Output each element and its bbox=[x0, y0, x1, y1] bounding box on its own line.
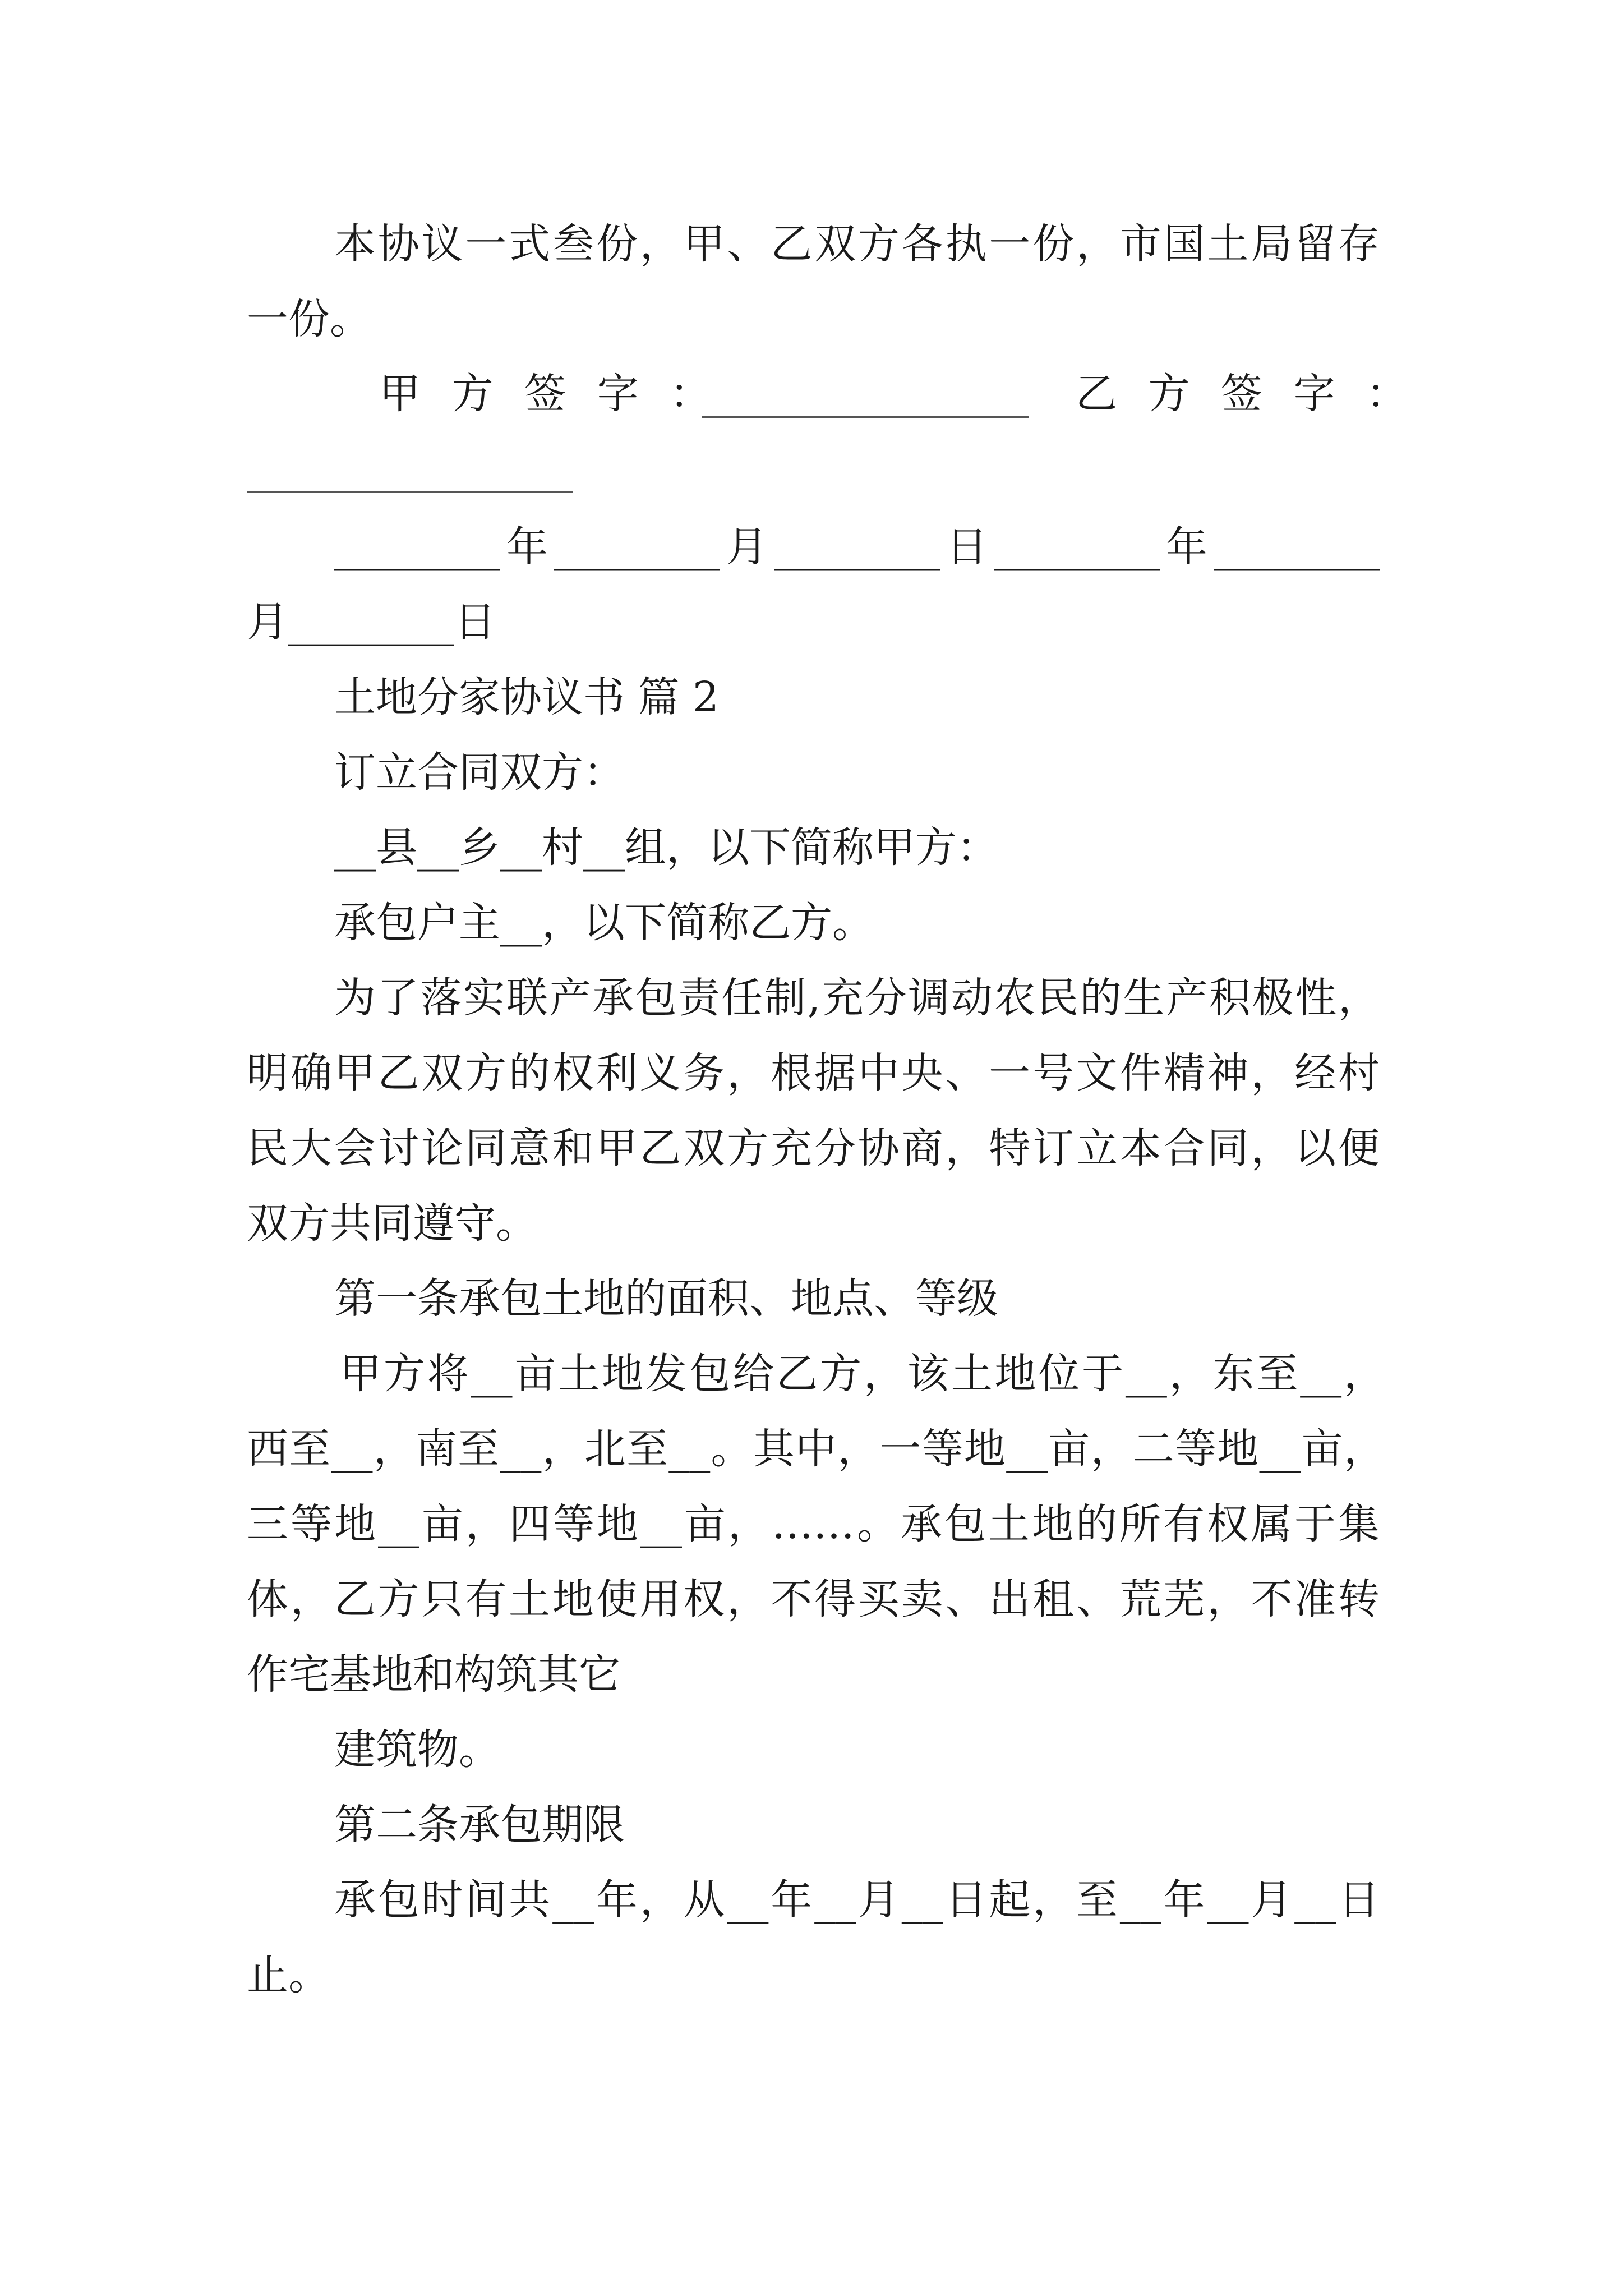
text-line: 为了落实联产承包责任制,充分调动农民的生产积极性， bbox=[334, 974, 1380, 1022]
section-title: 土地分家协议书 篇 2 bbox=[334, 673, 720, 721]
text-line: 甲方将__亩土地发包给乙方，该土地位于__，东至__， bbox=[340, 1350, 1385, 1398]
text-line: 承包时间共__年，从__年__月__日起，至__年__月__日 bbox=[334, 1876, 1380, 1924]
text-line: __县__乡__村__组，以下简称甲方： bbox=[334, 823, 998, 872]
text-line: 双方共同遵守。 bbox=[247, 1199, 537, 1248]
party-b-signature-label: 乙 方 签 字 ： bbox=[1076, 370, 1417, 418]
text-line: 一份。 bbox=[247, 295, 371, 343]
text-line: 建筑物。 bbox=[334, 1726, 500, 1774]
article-heading: 第一条承包土地的面积、地点、等级 bbox=[334, 1274, 998, 1323]
date-line: 月________日 bbox=[247, 598, 496, 646]
text-line: 民大会讨论同意和甲乙双方充分协商，特订立本合同，以便 bbox=[247, 1124, 1380, 1172]
text-line: 体，乙方只有土地使用权，不得买卖、出租、荒芜，不准转 bbox=[247, 1575, 1380, 1623]
date-line: ________年________月________日________年________ bbox=[334, 523, 1380, 571]
text-line: 作宅基地和构筑其它 bbox=[247, 1650, 620, 1699]
party-b-signature-blank bbox=[247, 491, 573, 493]
text-line: 止。 bbox=[247, 1951, 330, 1999]
text-line: 三等地__亩，四等地__亩，……。承包土地的所有权属于集 bbox=[247, 1500, 1380, 1548]
text-line: 明确甲乙双方的权利义务，根据中央、一号文件精神，经村 bbox=[247, 1049, 1380, 1097]
text-line: 西至__，南至__，北至__。其中，一等地__亩，二等地__亩， bbox=[247, 1425, 1385, 1473]
article-heading: 第二条承包期限 bbox=[334, 1801, 625, 1849]
text-line: 承包户主__，以下简称乙方。 bbox=[334, 899, 874, 947]
party-a-signature-blank bbox=[702, 416, 1029, 418]
party-a-signature-label: 甲 方 签 字 ： bbox=[379, 370, 721, 418]
text-line: 本协议一式叁份，甲、乙双方各执一份，市国土局留存 bbox=[334, 220, 1380, 268]
text-line: 订立合同双方： bbox=[334, 748, 625, 797]
